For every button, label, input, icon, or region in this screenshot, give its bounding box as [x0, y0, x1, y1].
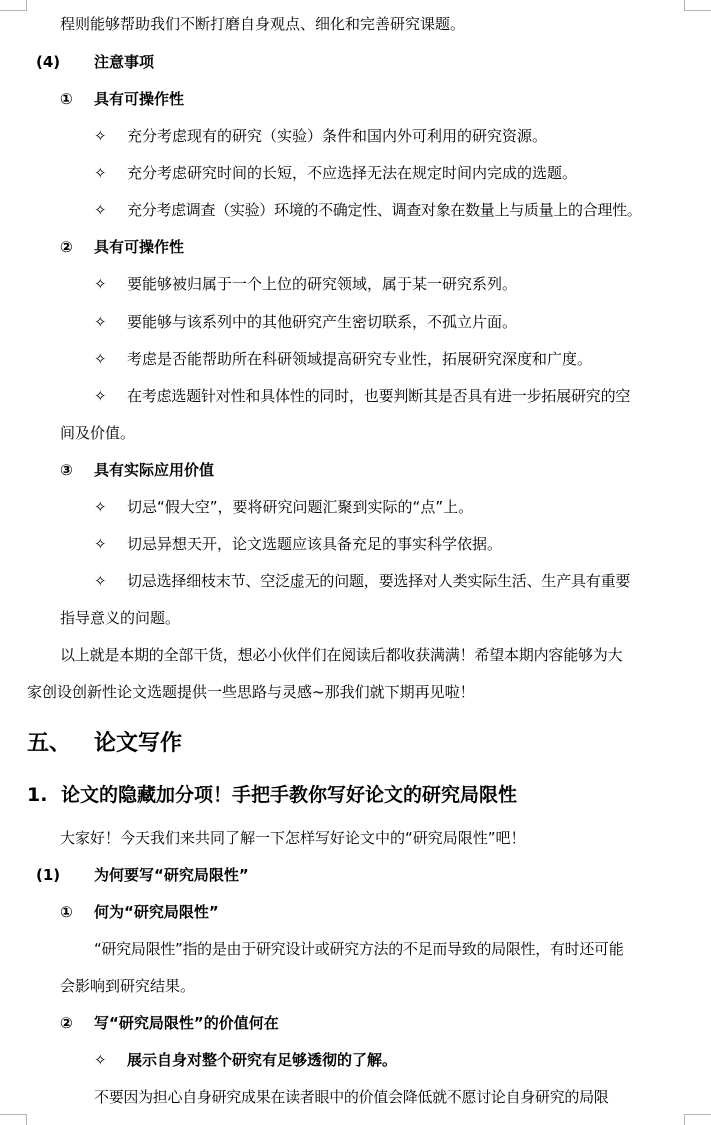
bullet-icon: ✧ [94, 275, 107, 293]
final-paragraph: 不要因为担心自身研究成果在读者眼中的价值会降低就不愿讨论自身研究的局限 [94, 1088, 609, 1106]
section-number: (4) [36, 53, 61, 71]
list-item: 切忌“假大空”，要将研究问题汇聚到实际的“点”上。 [127, 498, 474, 516]
subsection-number: ② [60, 1014, 73, 1032]
summary-paragraph: 以上就是本期的全部干货，想必小伙伴们在阅读后都收获满满！希望本期内容能够为大 [60, 646, 623, 664]
section-number: (1) [36, 866, 61, 884]
section-title: 为何要写“研究局限性” [94, 866, 249, 884]
bullet-icon: ✧ [94, 350, 107, 368]
subsection-title: 何为“研究局限性” [94, 903, 219, 921]
bullet-icon: ✧ [94, 313, 107, 331]
bullet-icon: ✧ [94, 572, 107, 590]
list-item: 在考虑选题针对性和具体性的同时，也要判断其是否具有进一步拓展研究的空 [127, 387, 631, 405]
crop-mark-top-right [684, 0, 711, 11]
bold-list-item: 展示自身对整个研究有足够透彻的了解。 [127, 1051, 398, 1069]
subsection-title: 具有实际应用价值 [94, 461, 215, 479]
crop-mark-top-left [0, 0, 27, 11]
list-item: 切忌选择细枝末节、空泛虚无的问题，要选择对人类实际生活、生产具有重要 [127, 572, 631, 590]
crop-mark-bottom-left [0, 1114, 27, 1125]
list-item: 要能够与该系列中的其他研究产生密切联系，不孤立片面。 [127, 313, 518, 331]
subsection-number: ② [60, 238, 73, 256]
subsection-title: 具有可操作性 [94, 90, 185, 108]
subsection-number: ① [60, 903, 73, 921]
chapter-title: 论文写作 [94, 731, 183, 756]
list-item: 充分考虑研究时间的长短，不应选择无法在规定时间内完成的选题。 [127, 164, 578, 182]
article-title: 论文的隐藏加分项！手把手教你写好论文的研究局限性 [61, 784, 518, 806]
summary-paragraph-continuation: 家创设创新性论文选题提供一些思路与灵感~那我们就下期再见啦！ [27, 683, 475, 701]
definition-paragraph: “研究局限性”指的是由于研究设计或研究方法的不足而导致的局限性，有时还可能 [94, 940, 624, 958]
bullet-icon: ✧ [94, 1051, 107, 1069]
definition-paragraph-continuation: 会影响到研究结果。 [60, 977, 196, 995]
article-number: 1. [27, 784, 48, 806]
list-item: 要能够被归属于一个上位的研究领域，属于某一研究系列。 [127, 275, 518, 293]
bullet-icon: ✧ [94, 387, 107, 405]
paragraph-continuation: 程则能够帮助我们不断打磨自身观点、细化和完善研究课题。 [60, 15, 466, 33]
bullet-icon: ✧ [94, 127, 107, 145]
crop-mark-bottom-right [684, 1114, 711, 1125]
bullet-icon: ✧ [94, 498, 107, 516]
list-item: 充分考虑现有的研究（实验）条件和国内外可利用的研究资源。 [127, 127, 548, 145]
bullet-icon: ✧ [94, 164, 107, 182]
section-title: 注意事项 [94, 53, 155, 71]
subsection-number: ③ [60, 461, 73, 479]
chapter-number: 五、 [27, 731, 72, 756]
bullet-icon: ✧ [94, 201, 107, 219]
intro-paragraph: 大家好！今天我们来共同了解一下怎样写好论文中的“研究局限性”吧！ [60, 829, 526, 847]
bullet-icon: ✧ [94, 535, 107, 553]
list-item: 充分考虑调查（实验）环境的不确定性、调查对象在数量上与质量上的合理性。 [127, 201, 642, 219]
subsection-title: 写“研究局限性”的价值何在 [94, 1014, 279, 1032]
list-item-continuation: 指导意义的问题。 [60, 609, 181, 627]
list-item-continuation: 间及价值。 [60, 424, 136, 442]
list-item: 切忌异想天开，论文选题应该具备充足的事实科学依据。 [127, 535, 503, 553]
subsection-title: 具有可操作性 [94, 238, 185, 256]
list-item: 考虑是否能帮助所在科研领域提高研究专业性，拓展研究深度和广度。 [127, 350, 593, 368]
subsection-number: ① [60, 90, 73, 108]
